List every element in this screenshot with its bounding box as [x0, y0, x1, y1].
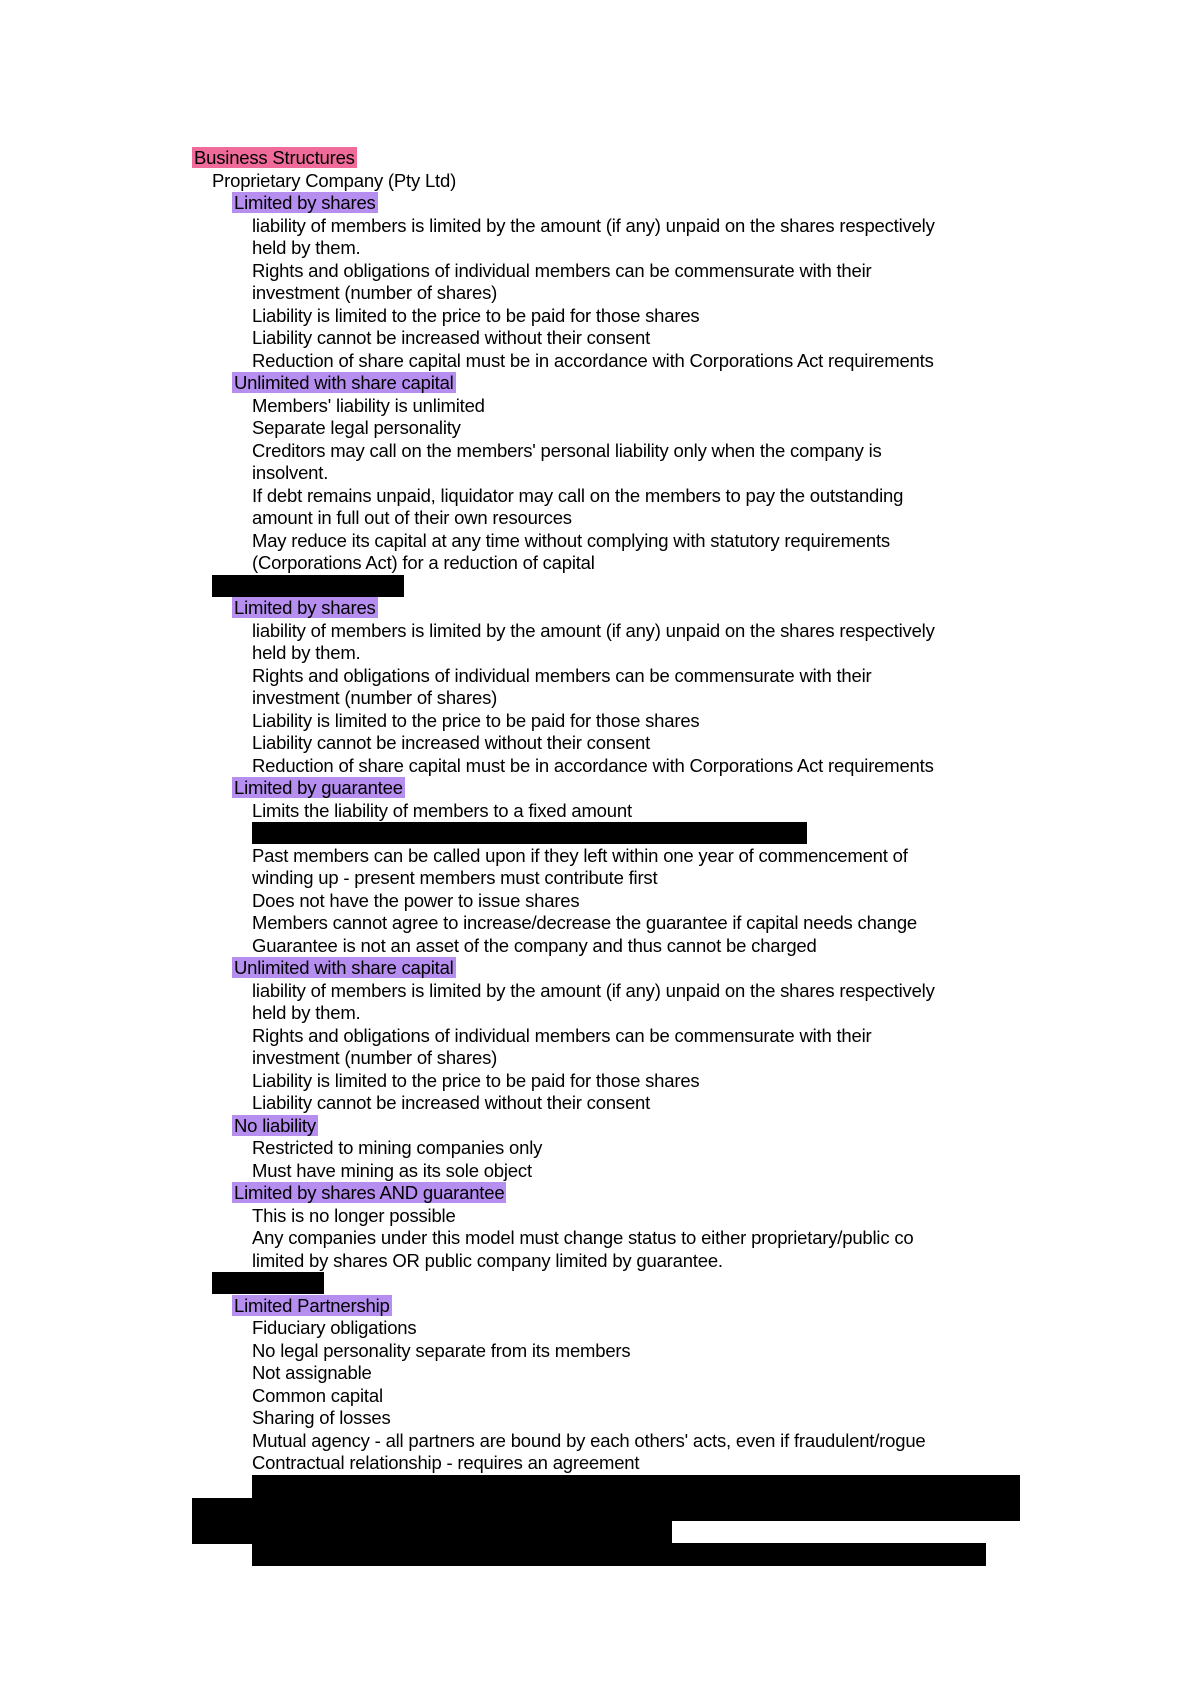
list-item: Liability cannot be increased without their consent — [252, 732, 651, 753]
list-item: Members' liability is unlimited — [252, 394, 485, 416]
list-item: investment (number of shares) — [252, 282, 498, 303]
list-item: Creditors may call on the members' personal liability only when the company is — [252, 439, 882, 461]
list-item: liability of members is limited by the amount (if any) unpaid on the shares respectively — [252, 979, 935, 1001]
list-item: insolvent. — [252, 462, 329, 483]
redaction-bar — [252, 822, 807, 844]
list-item: Rights and obligations of individual members can be commensurate with their — [252, 259, 872, 281]
subsection-heading-text: Limited by guarantee — [234, 777, 403, 798]
subsection-heading — [192, 1115, 1032, 1138]
subsection-heading-text: Unlimited with share capital — [234, 957, 454, 978]
redaction-bar — [212, 575, 404, 597]
list-item: Does not have the power to issue shares — [252, 889, 580, 911]
list-item: Liability cannot be increased without their consent — [252, 1092, 651, 1113]
list-item: Any companies under this model must change status to either proprietary/public co — [252, 1227, 914, 1248]
list-item: Reduction of share capital must be in accordance with Corporations Act requirements — [252, 754, 934, 776]
subsection-heading — [192, 1182, 1032, 1205]
list-item: liability of members is limited by the amount (if any) unpaid on the shares respectively — [252, 619, 935, 641]
list-item: held by them. — [252, 237, 361, 258]
document-body — [192, 147, 1032, 1475]
subsection-heading — [192, 372, 1032, 395]
subsection-heading-text: Limited by shares — [234, 192, 376, 213]
subsection-heading — [192, 957, 1032, 980]
list-item: limited by shares OR public company limited by guarantee. — [252, 1249, 723, 1271]
list-item: investment (number of shares) — [252, 687, 498, 708]
list-item: Must have mining as its sole object — [252, 1159, 532, 1181]
subsection-heading-text: Limited by shares — [234, 597, 376, 618]
list-item: Limits the liability of members to a fixed amount — [252, 799, 632, 821]
list-item: liability of members is limited by the amount (if any) unpaid on the shares respectively — [252, 214, 935, 236]
list-item: Liability cannot be increased without their consent — [252, 327, 651, 348]
list-item: If debt remains unpaid, liquidator may call on the members to pay the outstanding — [252, 484, 904, 506]
list-item: Restricted to mining companies only — [252, 1137, 543, 1158]
list-item: amount in full out of their own resources — [252, 507, 572, 528]
subsection-heading — [192, 192, 1032, 215]
subsection-heading — [192, 597, 1032, 620]
list-item: No legal personality separate from its members — [252, 1339, 631, 1361]
list-item: winding up - present members must contribute first — [252, 867, 658, 888]
subsection-heading-text: Unlimited with share capital — [234, 372, 454, 393]
list-item: Fiduciary obligations — [252, 1317, 417, 1338]
list-item: Liability is limited to the price to be paid for those shares — [252, 709, 700, 731]
list-item-redacted — [192, 822, 1032, 845]
list-item: (Corporations Act) for a reduction of capital — [252, 552, 595, 573]
list-item: This is no longer possible — [252, 1204, 456, 1226]
list-item: Contractual relationship - requires an agreement — [252, 1452, 640, 1473]
list-item: Reduction of share capital must be in accordance with Corporations Act requirements — [252, 349, 934, 371]
list-item: investment (number of shares) — [252, 1047, 498, 1068]
list-item: held by them. — [252, 1002, 361, 1023]
list-item: Guarantee is not an asset of the company and thus cannot be charged — [252, 934, 817, 956]
subsection-heading-text: Limited Partnership — [234, 1294, 390, 1316]
list-item: Past members can be called upon if they left within one year of commencement of — [252, 844, 908, 866]
redaction-block — [252, 1543, 986, 1566]
list-item: May reduce its capital at any time without complying with statutory requirements — [252, 529, 890, 551]
redaction-block — [192, 1498, 672, 1544]
list-item: Liability is limited to the price to be paid for those shares — [252, 1069, 700, 1091]
list-item: Common capital — [252, 1384, 383, 1406]
redaction-bar — [212, 1272, 324, 1294]
list-item: held by them. — [252, 642, 361, 663]
section-heading — [192, 170, 1032, 193]
subsection-heading — [192, 1295, 1032, 1318]
list-item: Mutual agency - all partners are bound by each others' acts, even if fraudulent/rogue — [252, 1429, 926, 1451]
subsection-heading-text: Limited by shares AND guarantee — [234, 1182, 505, 1203]
list-item: Sharing of losses — [252, 1407, 391, 1428]
subsection-heading — [192, 777, 1032, 800]
doc-title-line — [192, 147, 1032, 170]
list-item: Liability is limited to the price to be paid for those shares — [252, 304, 700, 326]
list-item: Separate legal personality — [252, 417, 461, 438]
list-item: Members cannot agree to increase/decrease the guarantee if capital needs change — [252, 912, 918, 933]
list-item: Rights and obligations of individual members can be commensurate with their — [252, 1024, 872, 1046]
section-heading-redacted — [192, 1272, 1032, 1295]
section-heading-redacted — [192, 575, 1032, 598]
list-item: Not assignable — [252, 1362, 372, 1383]
doc-title: Business Structures — [194, 147, 355, 168]
section-heading-text: Proprietary Company (Pty Ltd) — [212, 169, 457, 191]
subsection-heading-text: No liability — [234, 1114, 316, 1136]
list-item: Rights and obligations of individual members can be commensurate with their — [252, 664, 872, 686]
